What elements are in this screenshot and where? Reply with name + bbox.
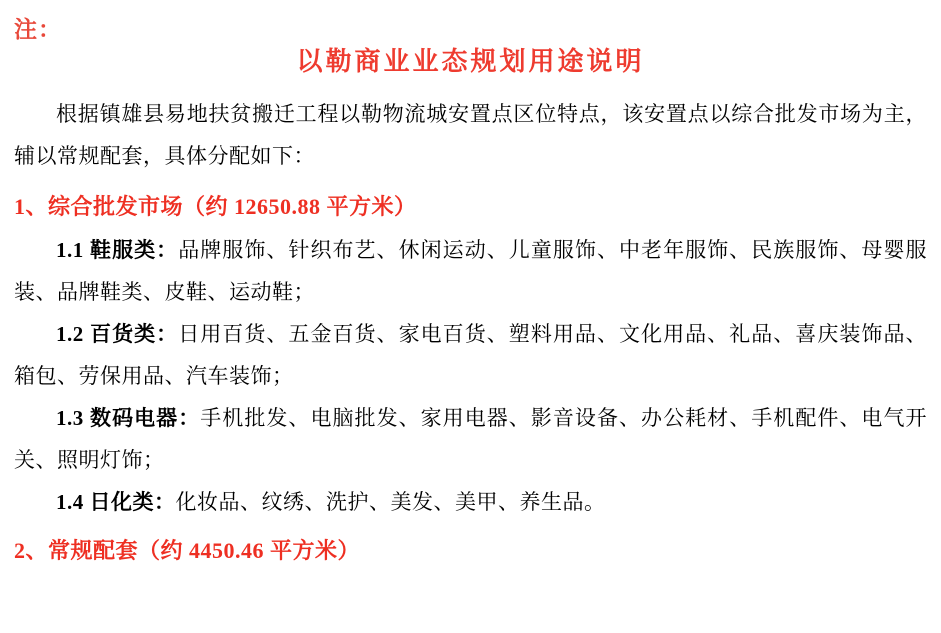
list-item — [14, 313, 927, 397]
page-title: 以勒商业业态规划用途说明 — [296, 47, 645, 76]
section-heading-1: 1、综合批发市场（约 12650.88 平方米） — [14, 194, 417, 220]
list-item — [14, 397, 927, 481]
section-heading-2: 2、常规配套（约 4450.46 平方米） — [14, 538, 361, 564]
list-item-text: 化妆品、纹绣、洗护、美发、美甲、养生品。 — [175, 490, 606, 515]
list-item-text: 日用百货、五金百货、家电百货、塑料用品、文化用品、礼品、喜庆装饰品、箱包、劳保用品、汽车装饰； — [14, 322, 928, 389]
list-item — [14, 229, 927, 313]
note-label: 注： — [14, 17, 62, 42]
list-item-label: 1.1 鞋服类： — [56, 238, 179, 263]
list-item-text: 手机批发、电脑批发、家用电器、影音设备、办公耗材、手机配件、电气开关、照明灯饰； — [14, 406, 928, 473]
document-body — [0, 93, 941, 573]
intro-paragraph: 根据镇雄县易地扶贫搬迁工程以勒物流城安置点区位特点，该安置点以综合批发市场为主，辅以常规配套，具体分配如下： — [14, 102, 927, 169]
list-item-label: 1.2 百货类： — [56, 322, 179, 347]
list-item-text: 品牌服饰、针织布艺、休闲运动、儿童服饰、中老年服饰、民族服饰、母婴服装、品牌鞋类、皮鞋、运动鞋； — [14, 238, 928, 305]
list-item-label: 1.4 日化类： — [56, 490, 176, 515]
list-item-label: 1.3 数码电器： — [56, 406, 201, 431]
list-item — [14, 481, 927, 523]
